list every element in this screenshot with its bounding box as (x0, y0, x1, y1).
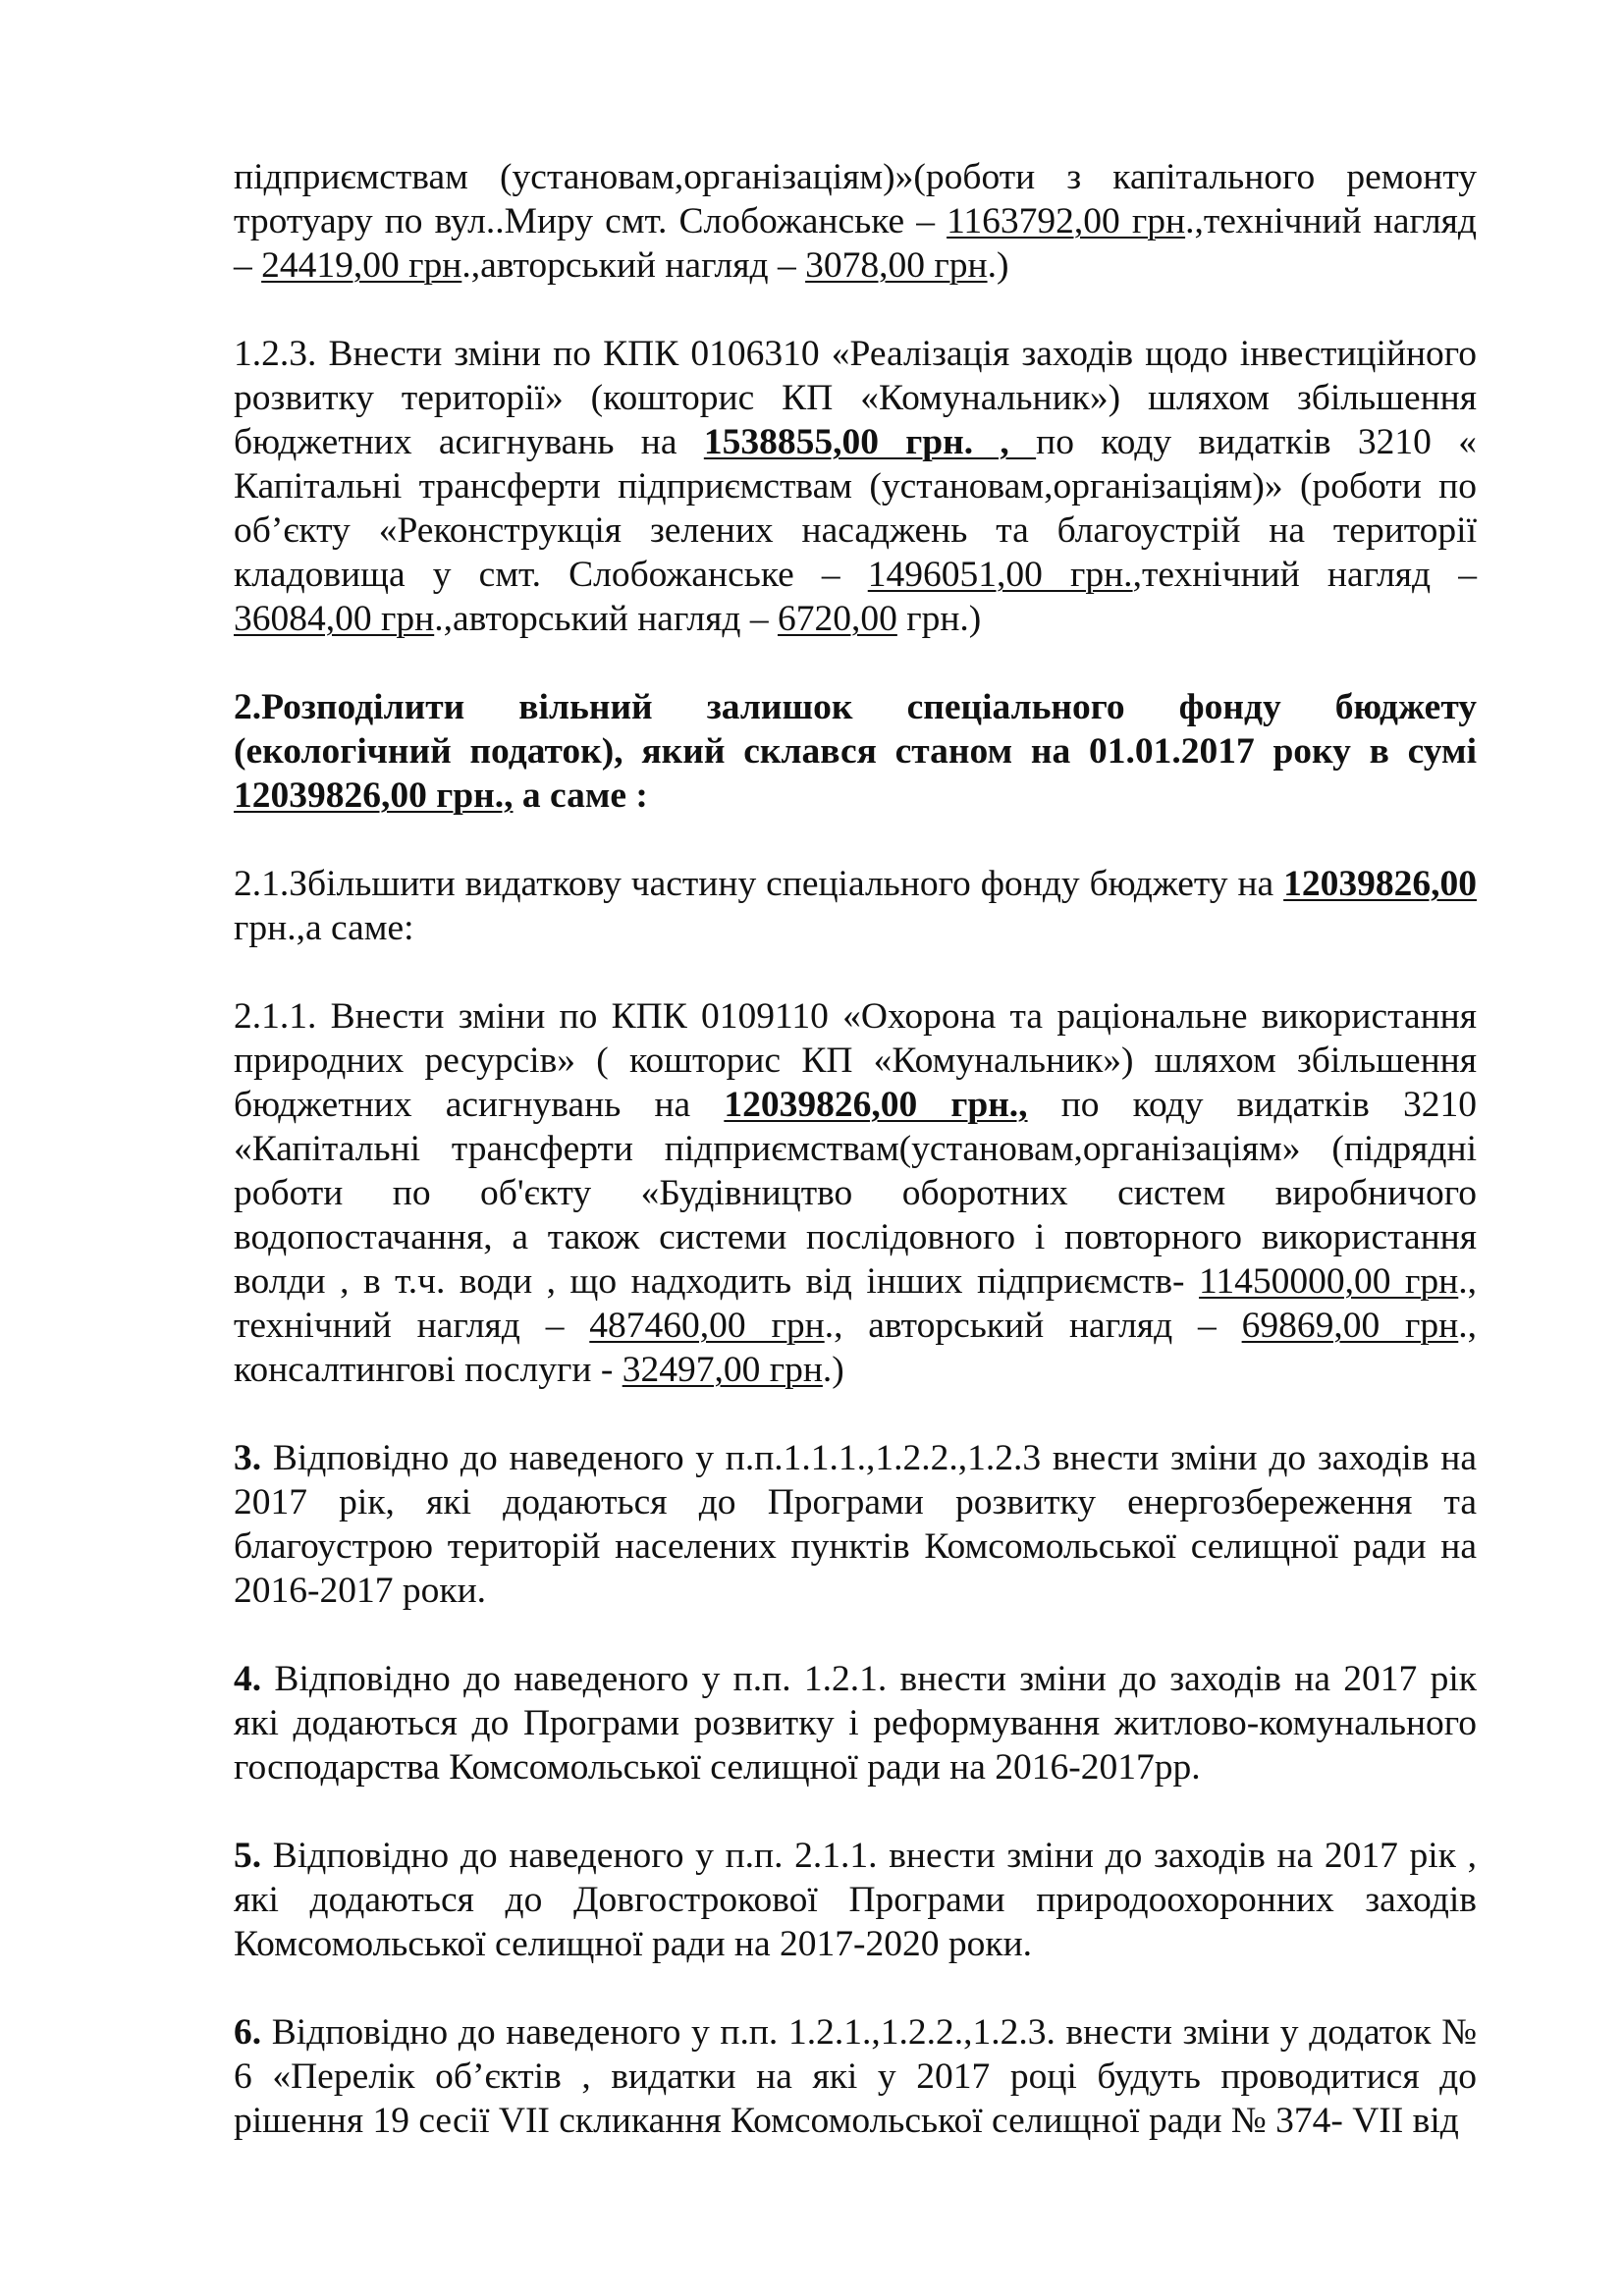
text-span: по коду видатків 3210 «Капітальні трансферти підприємствам(установам,організаціям» (підрядні роботи по об'єкту «Будівництво оборотних систем виробничого водопостачання, а також системи послідовного і повторного використання волди , в т.ч. води , що надходить від інших підприємств- (234, 1085, 1477, 1302)
text-span: 2.1.1. Внести зміни по КПК 0109110 «Охорона та раціональне використання природних ресурсів» ( кошторис КП «Комунальник») шляхом збільшення бюджетних асигнувань на (234, 996, 1477, 1125)
paragraph-number: 4. (234, 1659, 262, 1699)
paragraph-number: 6. (234, 2012, 262, 2053)
text-span: ., консалтингові послуги - (234, 1306, 1478, 1390)
amount-technical-supervision: 24419,00 грн (261, 245, 462, 286)
paragraph-number: 5. (234, 1836, 262, 1876)
paragraph-2-distribute-fund (234, 685, 1477, 818)
amount-total-2-1-1: 12039826,00 грн., (724, 1085, 1028, 1125)
text-span: Відповідно до наведеного у п.п.1.1.1.,1.2.2.,1.2.3 внести зміни до заходів на 2017 рік, які додаються до Програми розвитку енергозбереження та благоустрою територій населених пунктів Комсомольської селищної ради на 2016-2017 роки. (234, 1438, 1477, 1611)
text-span: ,технічний нагляд – (1132, 555, 1477, 595)
text-span: а саме : (513, 775, 648, 816)
paragraph-2-1-1 (234, 994, 1477, 1392)
amount-cemetery-reconstruction: 1496051,00 грн. (867, 555, 1133, 595)
text-span: ., технічний нагляд – (234, 1261, 1477, 1346)
text-span: 1.2.3. Внести зміни по КПК 0106310 «Реалізація заходів щодо інвестиційного розвитку території» (кошторис КП «Комунальник») шляхом збільшення бюджетних асигнувань на (234, 334, 1477, 462)
amount-ecological-tax-balance: 12039826,00 грн., (234, 775, 514, 816)
paragraph-2-1 (234, 862, 1477, 950)
paragraph-5 (234, 1834, 1477, 1966)
text-span: Відповідно до наведеного у п.п. 1.2.1. внести зміни до заходів на 2017 рік які додаються до Програми розвитку і реформування житлово-комунального господарства Комсомольської селищної ради на 2016-2017рр. (234, 1659, 1477, 1788)
paragraph-6 (234, 2010, 1477, 2143)
paragraph-number: 3. (234, 1438, 262, 1478)
text-span: .) (822, 1350, 844, 1390)
amount-technical-supervision: 36084,00 грн (234, 599, 435, 639)
paragraph-4 (234, 1657, 1477, 1789)
text-span: 2.Розподілити вільний залишок спеціального фонду бюджету (екологічний податок), який склався станом на 01.01.2017 року в сумі (234, 687, 1477, 772)
text-span: .) (987, 245, 1009, 286)
text-span: 2.1.Збільшити видаткову частину спеціального фонду бюджету на (234, 864, 1284, 904)
text-span: підприємствам (установам,організаціям)»(роботи з капітального ремонту тротуару по вул..Миру смт. Слобожанське – (234, 157, 1477, 241)
amount-sidewalk-repair: 1163792,00 грн (947, 201, 1186, 241)
amount-author-supervision: 6720,00 (777, 599, 897, 639)
amount-contract-works: 11450000,00 грн (1199, 1261, 1459, 1302)
paragraph-1-2-3 (234, 332, 1477, 641)
text-span: грн.,а саме: (234, 908, 414, 948)
paragraph-3 (234, 1436, 1477, 1613)
text-span: по коду видатків 3210 « Капітальні трансферти підприємствам (установам,організаціям)» (роботи по об’єкту «Реконструкція зелених насаджень та благоустрій на території кладовища у смт. Слобожанське – (234, 422, 1477, 595)
amount-author-supervision: 69869,00 грн (1241, 1306, 1459, 1346)
text-span: Відповідно до наведеного у п.п. 1.2.1.,1.2.2.,1.2.3. внести зміни у додаток № 6 «Перелік об’єктів , видатки на які у 2017 році будуть проводитися до рішення 19 сесії VII скликання Комсомольської селищної ради № 374- VII від (234, 2012, 1477, 2141)
amount-author-supervision: 3078,00 грн (805, 245, 988, 286)
text-span: .,авторський нагляд – (461, 245, 806, 286)
text-span: Відповідно до наведеного у п.п. 2.1.1. внести зміни до заходів на 2017 рік , які додаються до Довгострокової Програми природоохоронних заходів Комсомольської селищної ради на 2017-2020 роки. (234, 1836, 1477, 1964)
amount-technical-supervision: 487460,00 грн (589, 1306, 825, 1346)
text-span: грн.) (896, 599, 982, 639)
amount-special-fund-increase: 12039826,00 (1283, 864, 1477, 904)
amount-consulting-services: 32497,00 грн (622, 1350, 823, 1390)
paragraph-capital-repair-continuation (234, 155, 1477, 288)
amount-total-1-2-3: 1538855,00 грн. , (703, 422, 1037, 462)
text-span: .,технічний нагляд – (234, 201, 1477, 286)
text-span: .,авторський нагляд – (434, 599, 778, 639)
text-span: ., авторський нагляд – (824, 1306, 1242, 1346)
